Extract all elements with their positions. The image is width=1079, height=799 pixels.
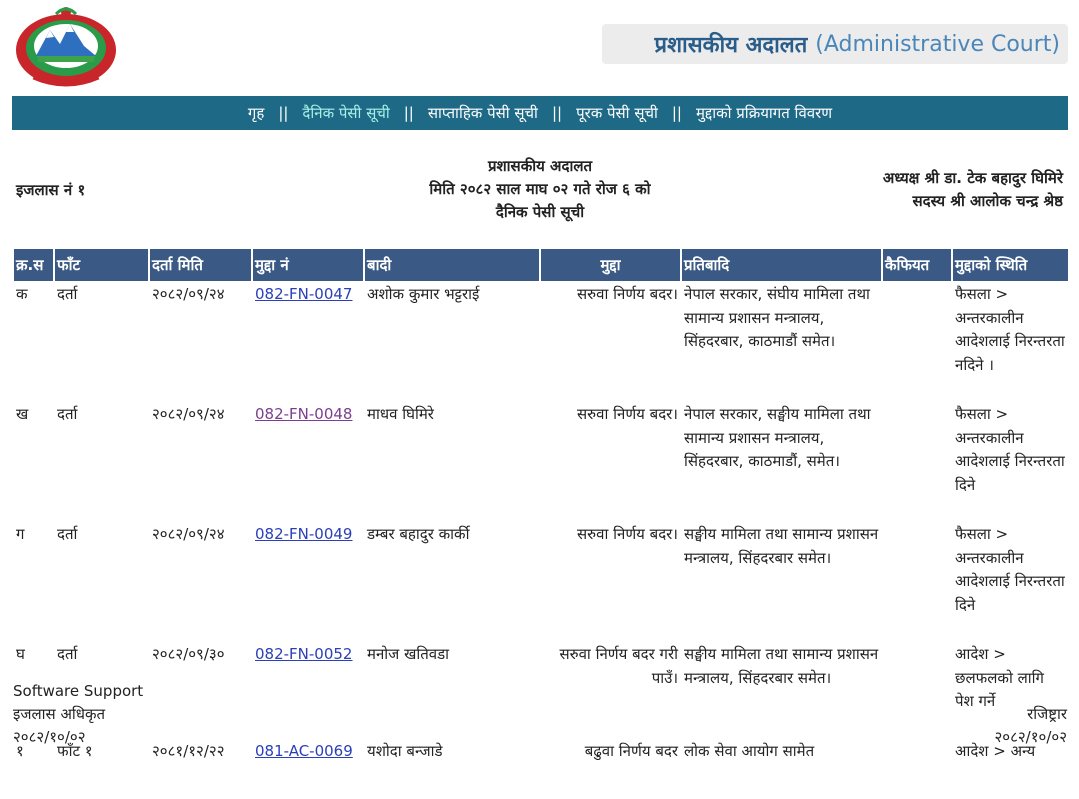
nav-home[interactable]: गृह <box>247 104 265 122</box>
nepal-emblem-logo <box>12 4 120 90</box>
nav-separator: || <box>278 104 289 122</box>
cell-status: फैसला > अन्तरकालीन आदेशलाई निरन्तरता नदिने । <box>955 285 1065 374</box>
table-row <box>14 521 1068 641</box>
header-status: मुद्दाको स्थिति <box>953 249 1068 281</box>
nav-supplementary-cause-list[interactable]: पूरक पेसी सूची <box>576 104 658 122</box>
cell-sn: १ <box>16 741 24 760</box>
nav-weekly-cause-list[interactable]: साप्ताहिक पेसी सूची <box>427 104 538 122</box>
bench-number: इजलास नं १ <box>16 181 86 199</box>
nav-separator: || <box>403 104 414 122</box>
table-row <box>14 641 1068 738</box>
nav-case-process-details[interactable]: मुद्दाको प्रक्रियागत विवरण <box>695 104 833 122</box>
cell-plaintiff: माधव घिमिरे <box>367 405 434 423</box>
cell-phant: दर्ता <box>57 525 78 543</box>
court-name: प्रशासकीय अदालत <box>487 157 593 175</box>
court-title-english: (Administrative Court) <box>815 31 1060 57</box>
court-title-nepali: प्रशासकीय अदालत <box>654 33 808 58</box>
table-row <box>14 281 1068 401</box>
registrar-label: रजिष्ट्रार <box>1027 705 1067 723</box>
table-row <box>14 738 1068 764</box>
cell-defendant: सङ्घीय मामिला तथा सामान्य प्रशासन मन्त्रालय, सिंहदरबार समेत। <box>684 645 879 687</box>
cell-defendant: सङ्घीय मामिला तथा सामान्य प्रशासन मन्त्रालय, सिंहदरबार समेत। <box>684 525 879 567</box>
cell-plaintiff: अशोक कुमार भट्टराई <box>367 285 480 303</box>
cell-sn: क <box>16 285 28 303</box>
footer-right <box>994 703 1067 749</box>
cell-remarks <box>883 738 951 764</box>
cell-defendant: नेपाल सरकार, संघीय मामिला तथा सामान्य प्रशासन मन्त्रालय, सिंहदरबार, काठमाडौं समेत। <box>684 285 870 350</box>
header-remarks: कैफियत <box>883 249 951 281</box>
cell-defendant: लोक सेवा आयोग सामेत <box>684 741 815 760</box>
cell-sn: ग <box>16 525 25 543</box>
cell-case: सरुवा निर्णय बदर गरी पाउँ। <box>559 645 678 687</box>
case-number-link[interactable]: 082-FN-0048 <box>255 405 353 423</box>
cell-date: २०८२/०९/२४ <box>152 525 225 543</box>
cell-phant: दर्ता <box>57 405 78 423</box>
list-heading <box>380 155 700 224</box>
header-date: दर्ता मिति <box>150 249 251 281</box>
cell-defendant: नेपाल सरकार, सङ्घीय मामिला तथा सामान्य प्रशासन मन्त्रालय, सिंहदरबार, काठमाडौं, समेत। <box>684 405 871 470</box>
cell-phant: दर्ता <box>57 285 78 303</box>
cause-list-table <box>12 249 1070 763</box>
header-case-no: मुद्दा नं <box>253 249 363 281</box>
cell-date: २०८१/१२/२२ <box>152 741 225 760</box>
nav-separator: || <box>551 104 563 122</box>
registrar-date: २०८२/१०/०२ <box>994 728 1067 746</box>
cell-status: फैसला > अन्तरकालीन आदेशलाई निरन्तरता दिने <box>955 405 1065 494</box>
judge-member: सदस्य श्री आलोक चन्द्र श्रेष्ठ <box>912 192 1063 210</box>
header-case: मुद्दा <box>541 249 680 281</box>
cell-case: बढुवा निर्णय बदर <box>584 741 678 760</box>
cell-remarks <box>883 641 951 738</box>
cell-case: सरुवा निर्णय बदर। <box>577 405 678 423</box>
cell-remarks <box>883 521 951 641</box>
bench-officer-date: २०८२/१०/०२ <box>13 728 86 746</box>
table-row <box>14 401 1068 521</box>
bench-judges <box>883 167 1063 213</box>
cell-plaintiff: मनोज खतिवडा <box>367 645 450 663</box>
header-plaintiff: बादी <box>365 249 539 281</box>
cell-plaintiff: यशोदा बन्जाडे <box>367 741 443 760</box>
cell-date: २०८२/०९/३० <box>152 645 225 663</box>
cell-sn: घ <box>16 645 25 663</box>
case-number-link[interactable]: 081-AC-0069 <box>255 741 353 760</box>
cell-remarks <box>883 401 951 521</box>
cell-status: आदेश > छलफलको लागि पेश गर्ने <box>955 645 1044 710</box>
footer-left <box>13 680 143 749</box>
cell-status: फैसला > अन्तरकालीन आदेशलाई निरन्तरता दिने <box>955 525 1065 614</box>
case-number-link[interactable]: 082-FN-0047 <box>255 285 353 303</box>
list-title: दैनिक पेसी सूची <box>495 203 585 221</box>
court-title <box>602 24 1068 64</box>
cell-case: सरुवा निर्णय बदर। <box>577 285 678 303</box>
cell-plaintiff: डम्बर बहादुर कार्की <box>367 525 470 543</box>
cell-case: सरुवा निर्णय बदर। <box>577 525 678 543</box>
list-date: मिति २०८२ साल माघ ०२ गते रोज ६ को <box>429 180 651 198</box>
table-header-row <box>14 249 1068 281</box>
bench-officer-label: इजलास अधिकृत <box>13 705 106 723</box>
nav-daily-cause-list[interactable]: दैनिक पेसी सूची <box>302 104 390 122</box>
header-defendant: प्रतिबादि <box>682 249 881 281</box>
header-sn: क्र.स <box>14 249 53 281</box>
case-number-link[interactable]: 082-FN-0049 <box>255 525 353 543</box>
cell-status: आदेश > अन्य <box>955 741 1036 760</box>
cell-remarks <box>883 281 951 401</box>
header-phant: फाँट <box>55 249 148 281</box>
judge-chair: अध्यक्ष श्री डा. टेक बहादुर घिमिरे <box>882 169 1063 187</box>
nav-separator: || <box>671 104 682 122</box>
cell-date: २०८२/०९/२४ <box>152 285 225 303</box>
cell-phant: फाँट १ <box>57 741 93 760</box>
main-nav <box>12 96 1068 130</box>
case-number-link[interactable]: 082-FN-0052 <box>255 645 353 663</box>
software-support: Software Support <box>13 682 144 700</box>
cell-phant: दर्ता <box>57 645 78 663</box>
cell-sn: ख <box>16 405 29 423</box>
cell-date: २०८२/०९/२४ <box>152 405 225 423</box>
